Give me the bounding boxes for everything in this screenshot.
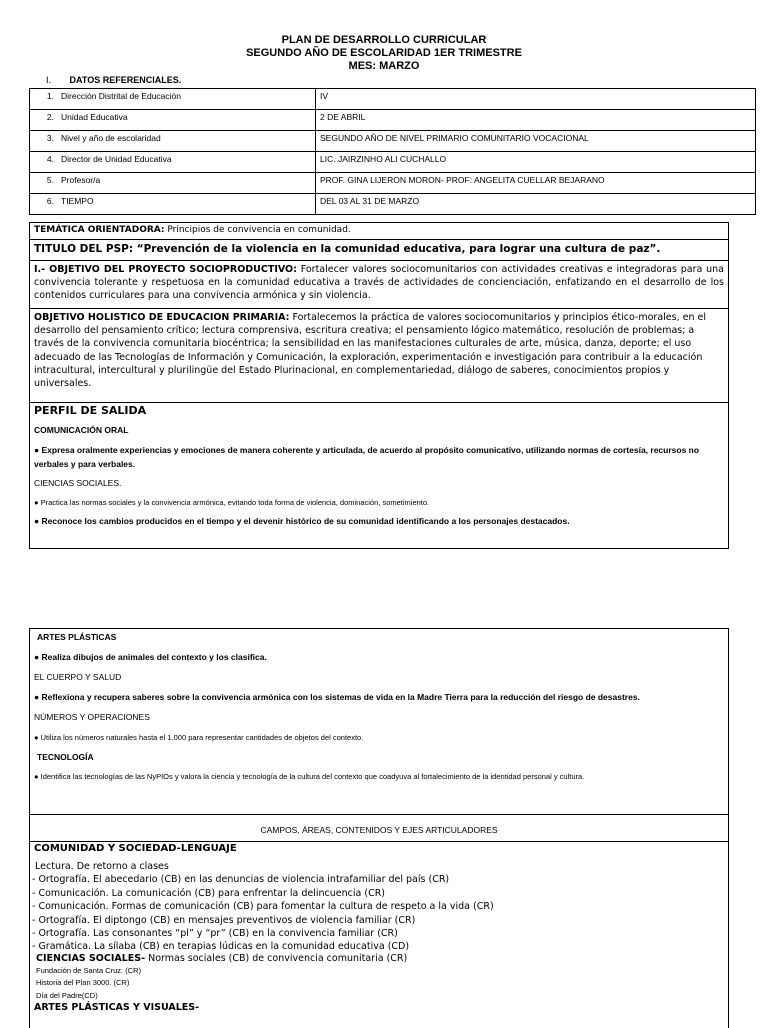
datos-row-value: PROF. GINA LIJERON MORON- PROF: ANGELITA CUELLAR BEJARANO <box>316 173 756 194</box>
numeros-heading: NÚMEROS Y OPERACIONES <box>34 712 150 722</box>
numeros-item: ● Utiliza los números naturales hasta el 1.000 para representar cantidades de objetos del contexto. <box>34 733 364 742</box>
lenguaje-item: Lectura. De retorno a clases <box>32 861 169 872</box>
ciencias-sub-item: Día del Padre(CD) <box>36 990 98 1000</box>
artes-heading: ARTES PLÁSTICAS <box>37 632 117 642</box>
perfil-section <box>30 403 728 548</box>
doc-title: PLAN DE DESARROLLO CURRICULAR <box>281 34 487 46</box>
datos-row-label: Profesor/a <box>57 173 316 194</box>
campos-header-row <box>30 814 728 842</box>
ciencias-sociales-line <box>36 953 724 964</box>
tematica-text: Principios de convivencia en comunidad. <box>164 225 351 235</box>
objetivo-holistico-text: Fortalecemos la práctica de valores sociocomunitarios y principios ético-morales, en el desarrollo del pensamiento crítico; lectura comprensiva, escritura creativa; el pensamiento lógico matemático, resolución de problemas; a través de la convivencia comunitaria biocéntrica; la sensibilidad en las manifestaciones culturales de arte, música, danza, deporte; el uso adecuado de las Tecnologías de Información y Comunicación, la exploración, experimentación e investigación para contribuir a la educación intracultural, intercultural y plurilingüe del Estado Plurinacional, en complementariedad, diálogo de saberes, conocimientos propios y universales. <box>34 312 706 390</box>
doc-month: MES: MARZO <box>348 60 420 72</box>
datos-row-num: 2. <box>30 110 58 131</box>
objetivo-holistico-label: OBJETIVO HOLISTICO DE EDUCACION PRIMARIA: <box>34 312 290 323</box>
datos-row <box>30 89 756 110</box>
ciencias-sub-item: Fundación de Santa Cruz. (CR) <box>36 965 142 975</box>
datos-row-value: IV <box>316 89 756 110</box>
ciencias-sub-list <box>36 965 724 1003</box>
datos-row <box>30 194 756 215</box>
doc-subtitle: SEGUNDO AÑO DE ESCOLARIDAD 1ER TRIMESTRE <box>246 47 522 59</box>
psp-label: TITULO DEL PSP: <box>34 243 134 255</box>
datos-row <box>30 110 756 131</box>
section-upper <box>29 222 729 549</box>
ciencias-sub-item: Historia del Plan 3000. (CR) <box>36 978 130 988</box>
lenguaje-item: - Comunicación. Formas de comunicación (CB) para fomentar la cultura de respeto a la vida (CR) <box>32 901 494 913</box>
tematica-row <box>30 223 728 240</box>
datos-title: DATOS REFERENCIALES <box>69 75 179 85</box>
datos-row-label: TIEMPO <box>57 194 316 215</box>
ciencias-heading: CIENCIAS SOCIALES. <box>34 478 122 488</box>
lenguaje-item: - Gramática. La sílaba (CB) en terapias lúdicas en la comunidad educativa (CD) <box>32 941 410 953</box>
datos-row-value: DEL 03 AL 31 DE MARZO <box>316 194 756 215</box>
datos-roman: I. <box>46 75 52 85</box>
lenguaje-item: - Ortografía. El diptongo (CB) en mensajes preventivos de violencia familiar (CR) <box>32 914 416 926</box>
contenidos-section <box>30 841 728 1013</box>
datos-row-num: 4. <box>30 152 58 173</box>
comunidad-title: COMUNIDAD Y SOCIEDAD-LENGUAJE <box>34 843 237 854</box>
datos-row-num: 1. <box>30 89 58 110</box>
datos-row-label: Unidad Educativa <box>57 110 316 131</box>
datos-row-label: Dirección Distrital de Educación <box>57 89 316 110</box>
perfil-title: PERFIL DE SALIDA <box>34 404 147 417</box>
datos-row-label: Director de Unidad Educativa <box>57 152 316 173</box>
lenguaje-item: - Ortografía. Las consonantes “pl” y “pr” (CB) en la convivencia familiar (CR) <box>32 928 398 940</box>
com-oral-item: ● Expresa oralmente experiencias y emociones de manera coherente y articulada, de acuerdo al propósito comunicativo, utilizando normas de cortesía, recursos no verbales y para verbales. <box>34 445 700 469</box>
tematica-label: TEMÁTICA ORIENTADORA: <box>34 225 165 235</box>
section-lower <box>29 628 729 1028</box>
objetivo-psp-row <box>30 261 728 309</box>
tecnologia-item: ● Identifica las tecnologías de las NyPIOs y valora la ciencia y tecnología de la cultura del contexto que coadyuva al fortalecimiento de la identidad personal y cultura. <box>34 772 585 781</box>
datos-row-num: 6. <box>30 194 58 215</box>
ciencias-sociales-text: Normas sociales (CB) de convivencia comunitaria (CR) <box>145 952 408 964</box>
datos-row-num: 3. <box>30 131 58 152</box>
campos-header: CAMPOS, ÁREAS, CONTENIDOS Y EJES ARTICULADORES <box>260 825 498 835</box>
lenguaje-item: - Ortografía. El abecedario (CB) en las denuncias de violencia intrafamiliar del país (CR) <box>32 874 450 886</box>
objetivo-psp-label: I.- OBJETIVO DEL PROYECTO SOCIOPRODUCTIVO: <box>34 264 297 275</box>
cuerpo-item: ● Reflexiona y recupera saberes sobre la convivencia armónica con los sistemas de vida en la Madre Tierra para la reducción del riesgo de desastres. <box>34 692 640 702</box>
objetivo-holistico-row <box>30 309 728 403</box>
ciencias-item-2: ● Reconoce los cambios producidos en el tiempo y el devenir histórico de su comunidad identificando a los personajes destacados. <box>34 516 570 526</box>
datos-row-value: 2 DE ABRIL <box>316 110 756 131</box>
datos-row <box>30 152 756 173</box>
objetivo-psp-text: Fortalecer valores sociocomunitarios con actividades creativas e integradoras para una convivencia tolerante y respetuosa en la comunidad educativa a través de actividades de concienciación, enfatizando en el desarrollo de los contenidos curriculares para una convivencia armónica y sin violencia. <box>34 264 725 301</box>
datos-heading: I. DATOS REFERENCIALES. <box>46 75 182 85</box>
datos-row <box>30 131 756 152</box>
tecnologia-heading: TECNOLOGÍA <box>37 752 94 762</box>
psp-title-row <box>30 240 728 261</box>
perfil-continued <box>30 629 728 815</box>
lenguaje-list <box>32 860 724 954</box>
cuerpo-heading: EL CUERPO Y SALUD <box>34 672 122 682</box>
artes-visuales-title: ARTES PLÁSTICAS Y VISUALES- <box>34 1002 200 1014</box>
ciencias-item-1: ● Practica las normas sociales y la convivencia armónica, evitando toda forma de violencia, dominación, sometimiento. <box>34 498 430 507</box>
ciencias-sociales-label: CIENCIAS SOCIALES- <box>36 952 146 964</box>
datos-row-value: LIC. JAIRZINHO ALI CUCHALLO <box>316 152 756 173</box>
datos-row <box>30 173 756 194</box>
datos-row-label: Nivel y año de escolaridad <box>57 131 316 152</box>
com-oral-heading: COMUNICACIÓN ORAL <box>34 425 129 435</box>
datos-row-num: 5. <box>30 173 58 194</box>
datos-row-value: SEGUNDO AÑO DE NIVEL PRIMARIO COMUNITARIO VOCACIONAL <box>316 131 756 152</box>
psp-text: “Prevención de la violencia en la comunidad educativa, para lograr una cultura de paz”. <box>133 243 661 255</box>
datos-table <box>29 88 756 215</box>
lenguaje-item: - Comunicación. La comunicación (CB) para enfrentar la delincuencia (CR) <box>32 887 386 899</box>
artes-item: ● Realiza dibujos de animales del contexto y los clasifica. <box>34 652 267 662</box>
